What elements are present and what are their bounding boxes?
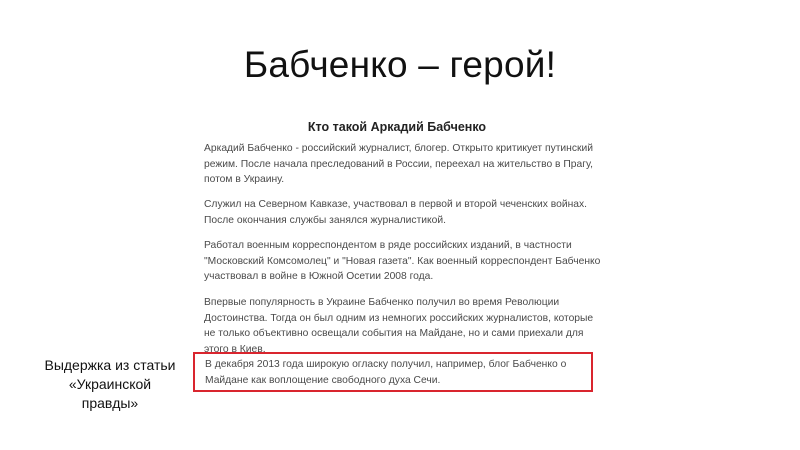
caption-line-3: правды»: [81, 395, 139, 411]
slide-title: Бабченко – герой!: [243, 44, 557, 85]
article-heading: Кто такой Аркадий Бабченко: [307, 120, 487, 134]
article-paragraph-3: Работал военным корреспондентом в ряде российских изданий, в частности "Московский Комсомолец" и "Новая газета". Как военный корреспондент Бабченко участвовал в войне в Южной Осетии 2008 года.: [204, 240, 601, 282]
highlighted-paragraph: В декабря 2013 года широкую огласку получил, например, блог Бабченко о Майдане как воплощение свободного духа Сечи.: [205, 359, 567, 386]
article-paragraph-4: Впервые популярность в Украине Бабченко получил во время Революции Достоинства. Тогда он был одним из немногих российских журналистов, которые не только объективно освещали события на Майдане, но и сами приехали для этого в Киев.: [204, 297, 594, 355]
caption-line-1: Выдержка из статьи: [44, 357, 176, 373]
highlighted-quote-box: [193, 352, 593, 392]
article-paragraph-1: Аркадий Бабченко - российский журналист, блогер. Открыто критикует путинский режим. После начала преследований в России, переехал на жительство в Прагу, потом в Украину.: [204, 143, 594, 185]
article-paragraph-2: Служил на Северном Кавказе, участвовал в первой и второй чеченских войнах. После окончания службы занялся журналистикой.: [204, 199, 588, 226]
source-caption: [30, 356, 190, 413]
caption-line-2: «Украинской: [68, 376, 152, 392]
